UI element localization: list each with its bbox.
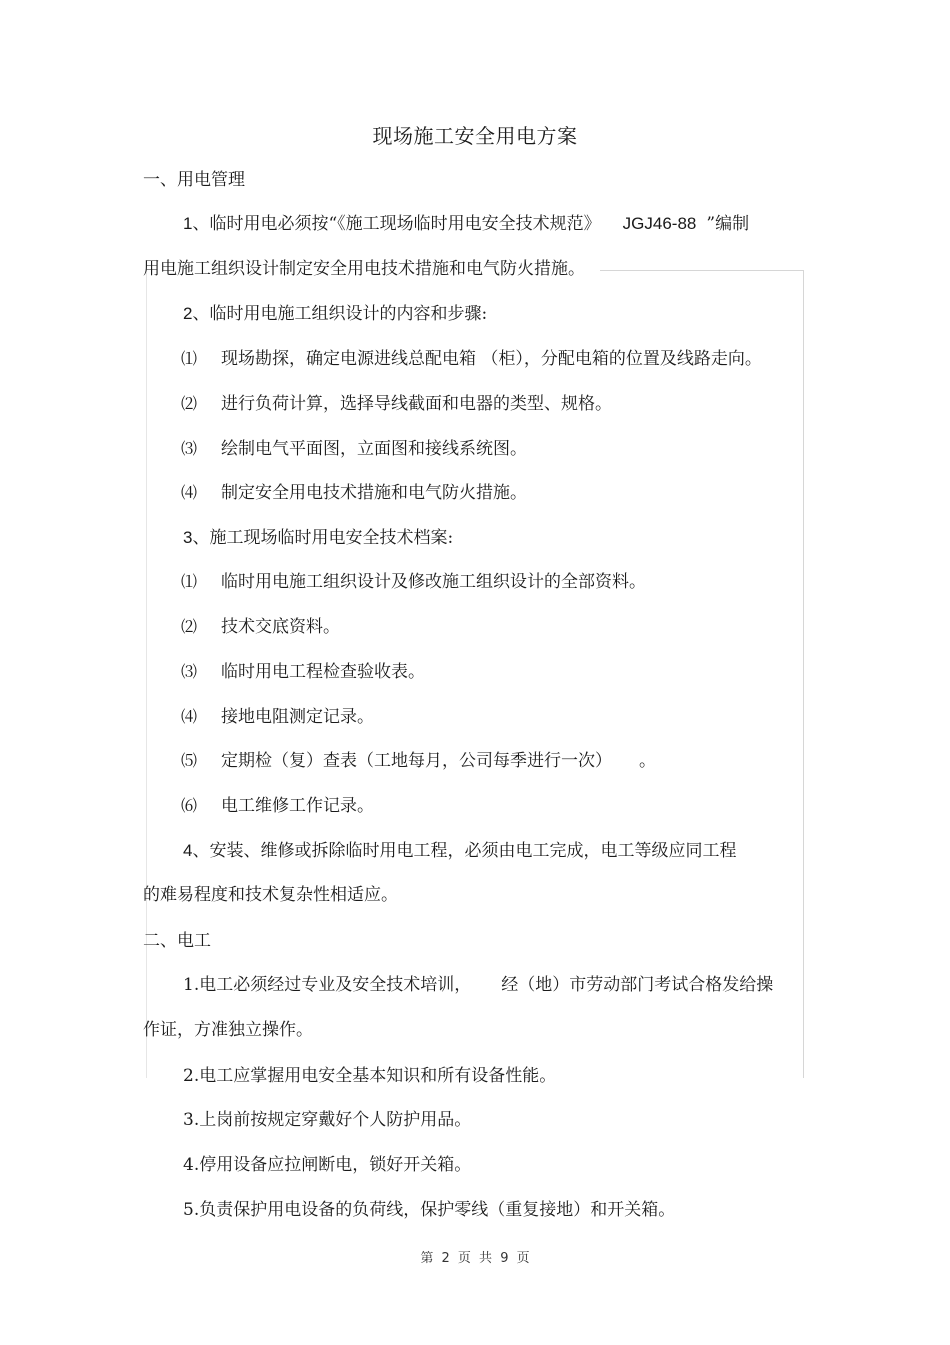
rule-2: 2.电工应掌握用电安全基本知识和所有设备性能。 xyxy=(183,1066,557,1086)
paragraph-number: 3 xyxy=(183,528,193,547)
page-footer xyxy=(0,1247,950,1266)
paragraph-text: 、施工现场临时用电安全技术档案: xyxy=(192,528,454,548)
list-item: 绘制电气平面图，立面图和接线系统图。 xyxy=(221,439,527,459)
paragraph-1-continuation: 用电施工组织设计制定安全用电技术措施和电气防火措施。 xyxy=(143,259,585,279)
list-item: 制定安全用电技术措施和电气防火措施。 xyxy=(221,483,527,503)
current-page-number: 2 xyxy=(441,1251,450,1266)
total-page-count: 9 xyxy=(500,1251,509,1266)
list-item-number: ⑷ xyxy=(181,483,198,502)
paragraph-number: 2 xyxy=(183,304,193,323)
paragraph-1 xyxy=(183,212,749,236)
paragraph-number: 1 xyxy=(183,214,193,233)
paragraph-4-continuation: 的难易程度和技术复杂性相适应。 xyxy=(143,885,398,905)
paragraph-4 xyxy=(183,839,736,863)
page-border-top xyxy=(600,270,804,271)
paragraph-text: 、临时用电施工组织设计的内容和步骤: xyxy=(192,304,488,324)
list-item: 技术交底资料。 xyxy=(221,617,340,637)
section-heading-1: 一、用电管理 xyxy=(143,170,245,190)
rule-1-continuation: 作证，方准独立操作。 xyxy=(143,1020,313,1040)
paragraph-text: 、安装、维修或拆除临时用电工程，必须由电工完成，电工等级应同工程 xyxy=(192,841,737,861)
list-item: 定期检（复）查表（工地每月，公司每季进行一次） 。 xyxy=(221,751,657,771)
page-border-left xyxy=(146,270,147,1078)
list-item-number: ⑹ xyxy=(181,796,198,815)
list-item: 进行负荷计算，选择导线截面和电器的类型、规格。 xyxy=(221,394,612,414)
list-item: 现场勘探，确定电源进线总配电箱 （柜），分配电箱的位置及线路走向。 xyxy=(221,349,762,369)
rule-text: 1.电工必须经过专业及安全技术培训， xyxy=(183,975,472,995)
paragraph-2 xyxy=(183,302,487,326)
list-item-number: ⑵ xyxy=(181,617,198,636)
list-item: 接地电阻测定记录。 xyxy=(221,707,374,727)
rule-5: 5.负责保护用电设备的负荷线，保护零线（重复接地）和开关箱。 xyxy=(183,1200,676,1220)
list-item-number: ⑶ xyxy=(181,662,198,681)
list-item-number: ⑶ xyxy=(181,439,198,458)
paragraph-number: 4 xyxy=(183,841,193,860)
list-item: 电工维修工作记录。 xyxy=(221,796,374,816)
page-border-right xyxy=(803,270,804,1078)
paragraph-text: 、临时用电必须按“《施工现场临时用电安全技术规范》 xyxy=(192,214,601,234)
standard-code: JGJ46-88 xyxy=(622,214,697,233)
footer-label: 页 共 xyxy=(457,1251,493,1266)
list-item: 临时用电施工组织设计及修改施工组织设计的全部资料。 xyxy=(221,572,646,592)
list-item: 临时用电工程检查验收表。 xyxy=(221,662,425,682)
rule-1 xyxy=(183,973,773,997)
list-item-number: ⑵ xyxy=(181,394,198,413)
section-heading-2: 二、电工 xyxy=(143,931,211,951)
rule-3: 3.上岗前按规定穿戴好个人防护用品。 xyxy=(183,1110,472,1130)
document-title: 现场施工安全用电方案 xyxy=(372,124,578,148)
list-item-number: ⑴ xyxy=(181,572,198,591)
rule-text-tail: 经（地）市劳动部门考试合格发给操 xyxy=(501,975,774,995)
footer-label: 第 xyxy=(420,1251,434,1266)
paragraph-text-tail: ”编制 xyxy=(706,214,750,234)
list-item-number: ⑷ xyxy=(181,707,198,726)
footer-label: 页 xyxy=(516,1251,530,1266)
paragraph-3 xyxy=(183,526,453,550)
rule-4: 4.停用设备应拉闸断电，锁好开关箱。 xyxy=(183,1155,472,1175)
list-item-number: ⑸ xyxy=(181,751,198,770)
list-item-number: ⑴ xyxy=(181,349,198,368)
